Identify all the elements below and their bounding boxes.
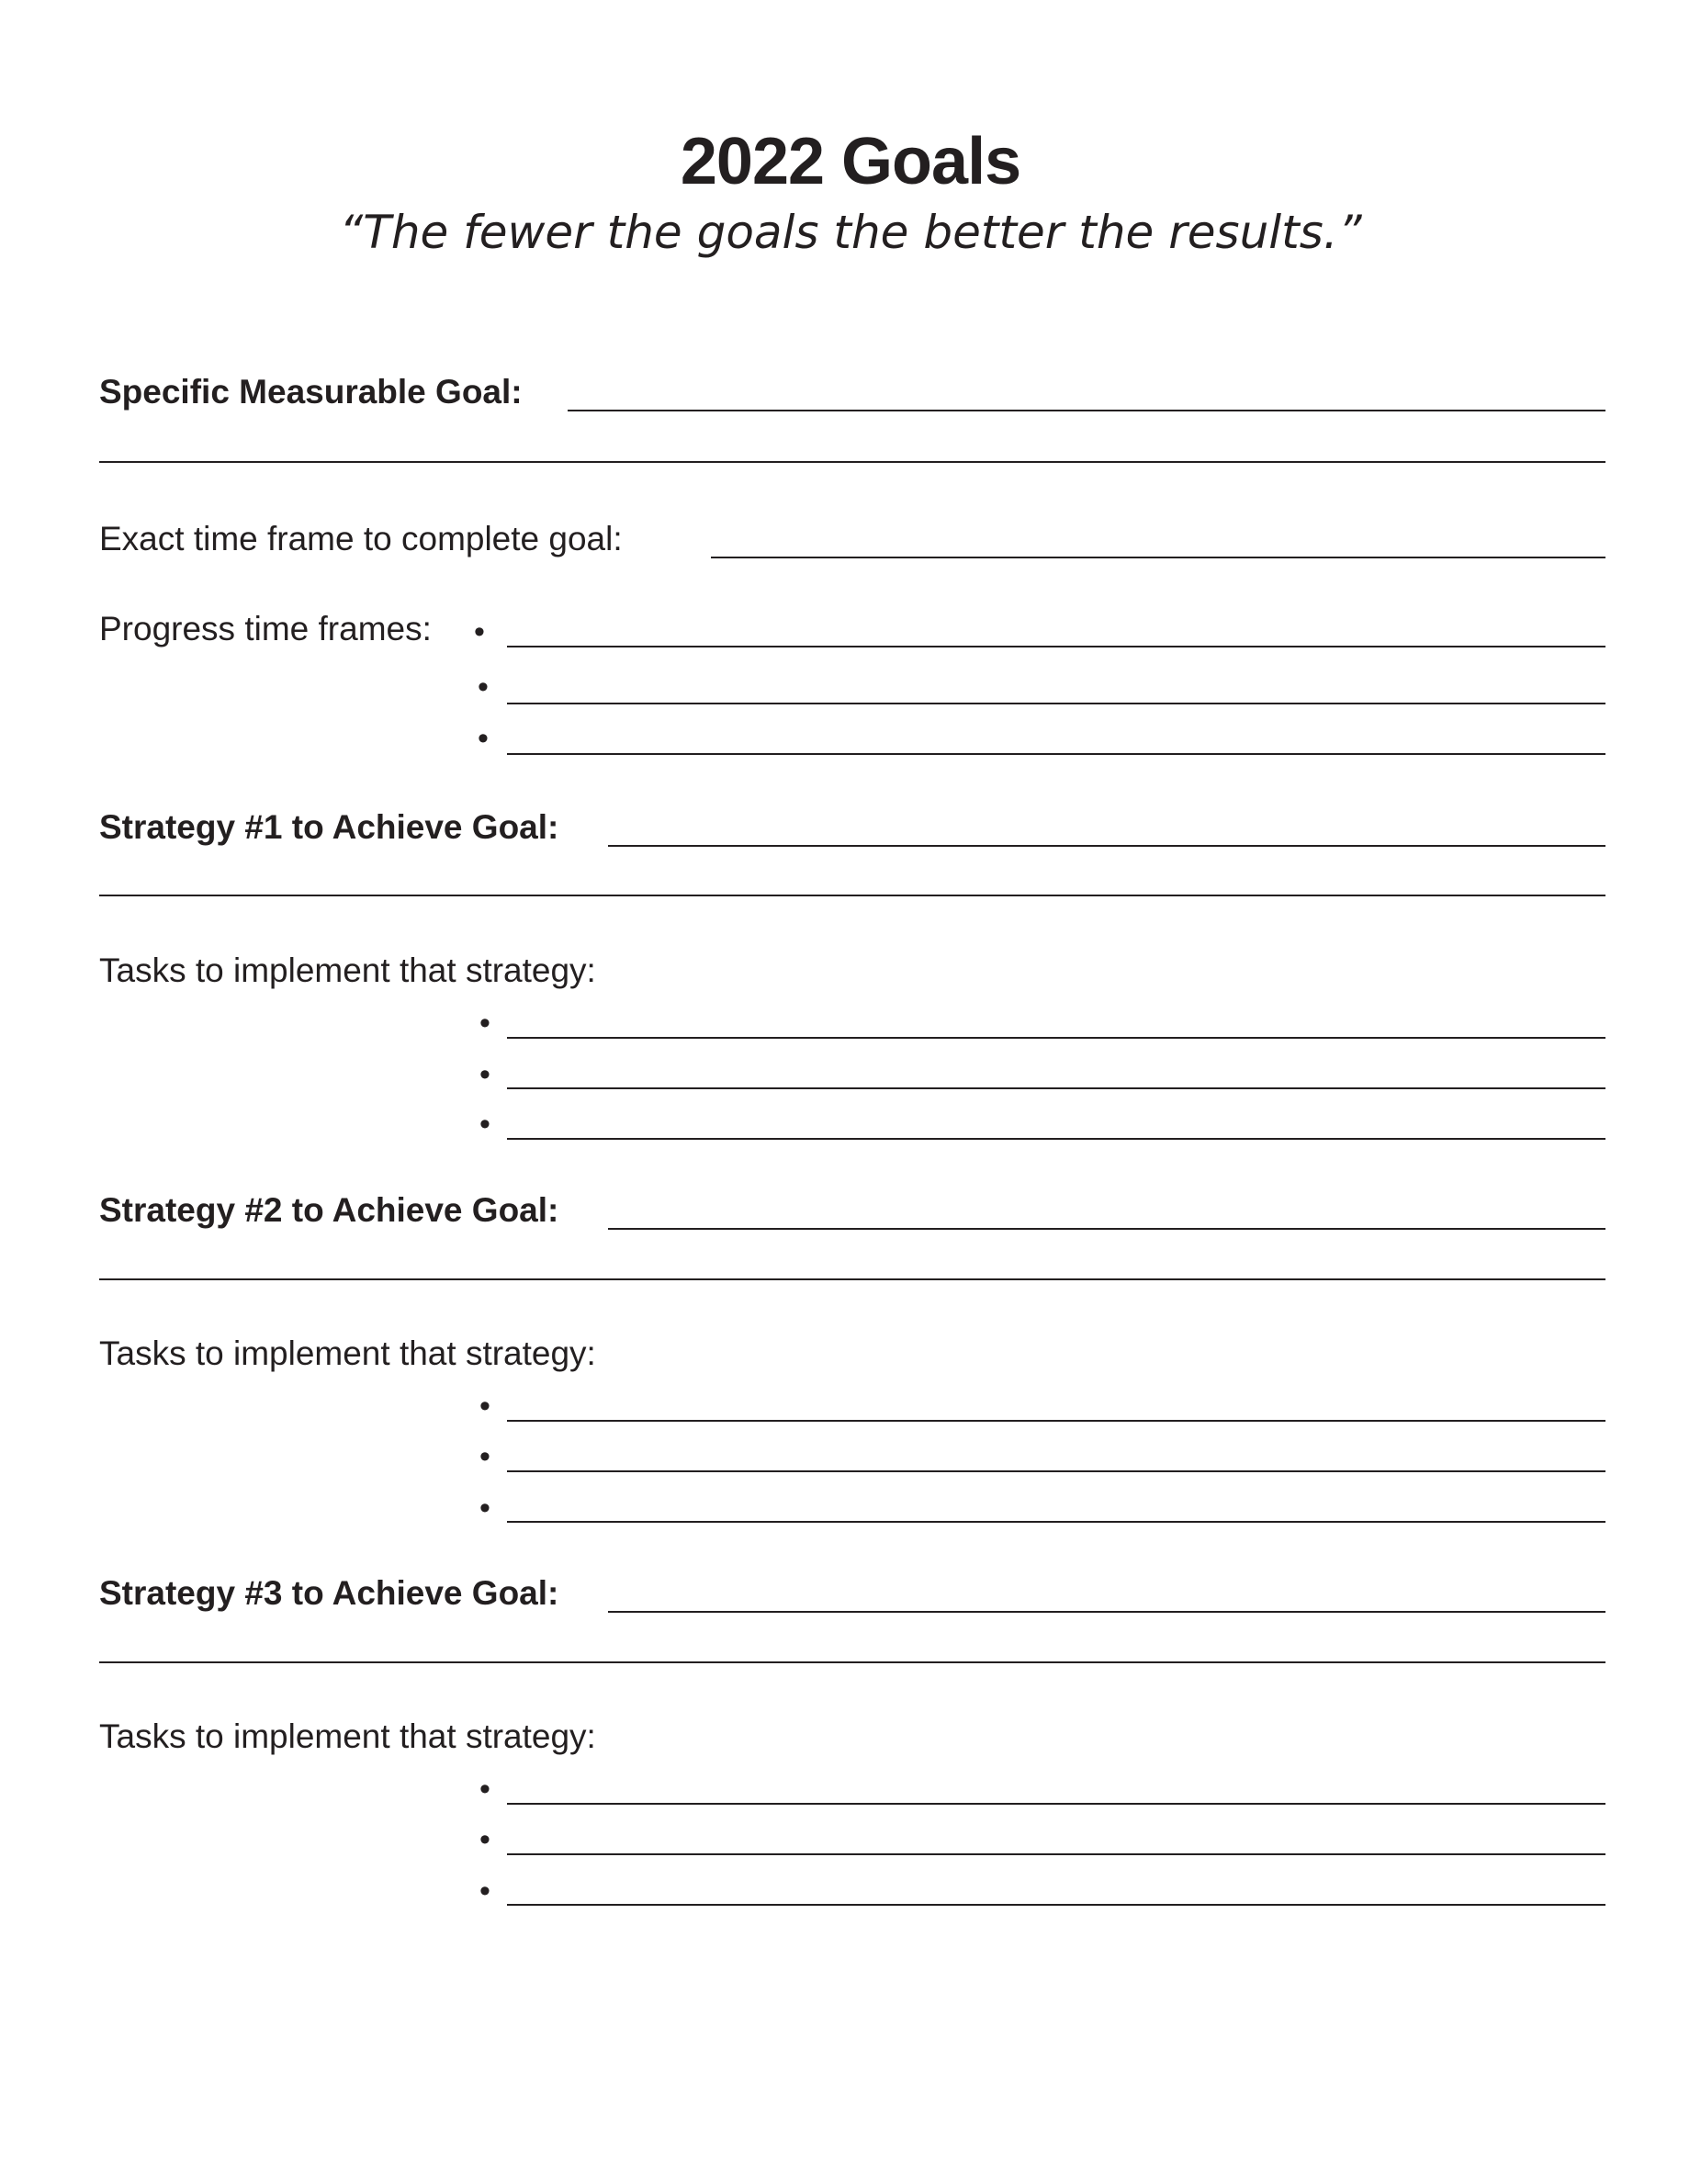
progress-label: Progress time frames: <box>99 610 432 647</box>
strategy-2-task-line-1[interactable] <box>507 1420 1605 1422</box>
time-frame-line[interactable] <box>711 557 1605 558</box>
strategy-3-tasks-label: Tasks to implement that strategy: <box>99 1717 596 1755</box>
strategy-2-line-1[interactable] <box>608 1228 1605 1230</box>
progress-bullet-3: • <box>478 721 489 756</box>
strategy-3-line-1[interactable] <box>608 1611 1605 1613</box>
strategy-2-task-bullet-3: • <box>479 1491 490 1525</box>
progress-line-3[interactable] <box>507 753 1605 755</box>
strategy-1-task-line-1[interactable] <box>507 1037 1605 1039</box>
progress-line-1[interactable] <box>507 646 1605 647</box>
strategy-1-task-bullet-3: • <box>479 1107 490 1142</box>
progress-bullet-2: • <box>478 670 489 704</box>
strategy-2-line-2[interactable] <box>99 1278 1605 1280</box>
strategy-2-task-line-2[interactable] <box>507 1470 1605 1472</box>
strategy-3-task-bullet-2: • <box>479 1822 490 1857</box>
strategy-3-task-bullet-1: • <box>479 1772 490 1807</box>
strategy-3-line-2[interactable] <box>99 1661 1605 1663</box>
strategy-1-task-line-2[interactable] <box>507 1087 1605 1089</box>
goal-label: Specific Measurable Goal: <box>99 373 523 411</box>
goal-line-2[interactable] <box>99 461 1605 463</box>
strategy-3-task-line-1[interactable] <box>507 1803 1605 1805</box>
strategy-3-label: Strategy #3 to Achieve Goal: <box>99 1574 559 1612</box>
strategy-2-task-line-3[interactable] <box>507 1521 1605 1523</box>
progress-line-2[interactable] <box>507 703 1605 704</box>
quote-subtitle: “The fewer the goals the better the results.” <box>339 206 1362 259</box>
strategy-1-tasks-label: Tasks to implement that strategy: <box>99 951 596 989</box>
strategy-1-task-line-3[interactable] <box>507 1138 1605 1140</box>
strategy-1-label: Strategy #1 to Achieve Goal: <box>99 808 559 846</box>
strategy-2-tasks-label: Tasks to implement that strategy: <box>99 1334 596 1372</box>
time-frame-label: Exact time frame to complete goal: <box>99 520 623 557</box>
strategy-1-task-bullet-2: • <box>479 1057 490 1092</box>
page-title: 2022 Goals <box>680 125 1021 198</box>
strategy-1-task-bullet-1: • <box>479 1006 490 1041</box>
strategy-3-task-line-3[interactable] <box>507 1904 1605 1906</box>
goal-line-1[interactable] <box>568 410 1605 411</box>
strategy-3-task-line-2[interactable] <box>507 1853 1605 1855</box>
progress-bullet-1: • <box>474 614 485 649</box>
strategy-1-line-2[interactable] <box>99 895 1605 896</box>
strategy-2-label: Strategy #2 to Achieve Goal: <box>99 1191 559 1229</box>
strategy-1-line-1[interactable] <box>608 845 1605 847</box>
strategy-3-task-bullet-3: • <box>479 1874 490 1908</box>
strategy-2-task-bullet-2: • <box>479 1439 490 1474</box>
strategy-2-task-bullet-1: • <box>479 1389 490 1424</box>
